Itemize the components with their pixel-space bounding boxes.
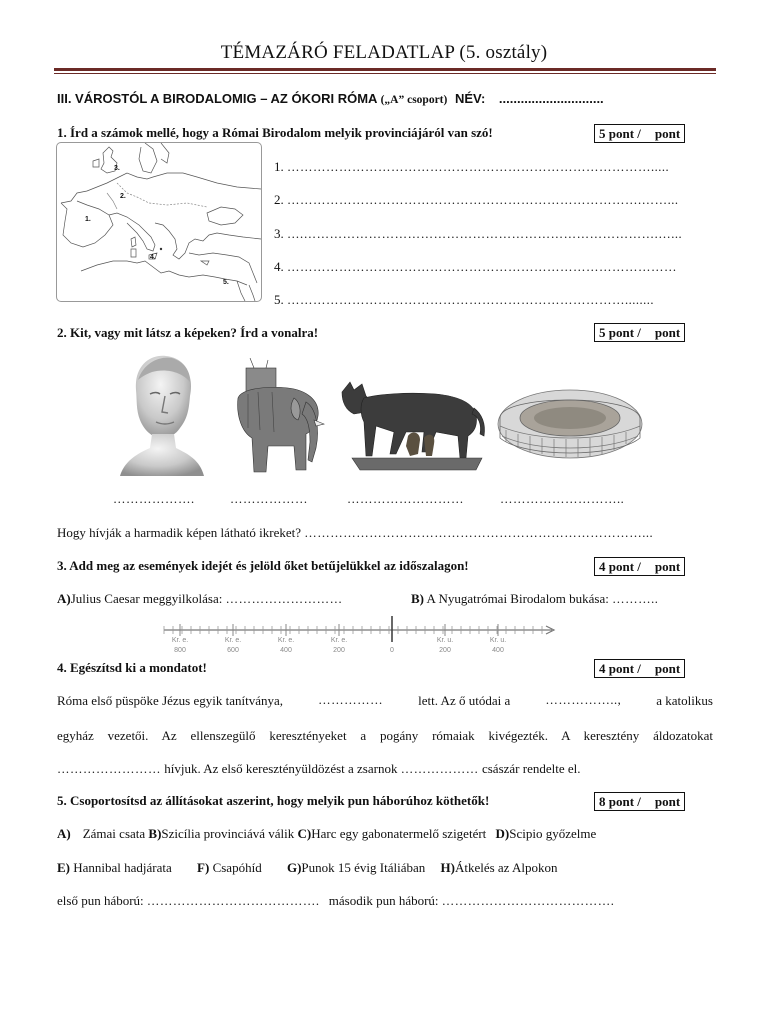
- item-c-letter: C): [297, 826, 312, 841]
- q5-items-row-1: [57, 826, 596, 842]
- q4-pont: pont: [654, 661, 681, 676]
- q1-line-5[interactable]: 5. ……………………………………………………………………........: [274, 292, 654, 307]
- twins-answer[interactable]: ……………………………………………………………………...: [304, 526, 654, 540]
- title-divider-thin: [54, 73, 716, 74]
- q5-question: 5. Csoportosítsd az állításokat aszerint, hogy melyik pun háborúhoz köthetők!: [57, 793, 490, 808]
- timeline-year-label: 200: [333, 647, 345, 654]
- event-a-letter: A): [57, 591, 71, 606]
- q4-points-box: [594, 659, 685, 678]
- timeline-era-label: Kr. e.: [171, 637, 189, 644]
- item-b-letter: B): [148, 826, 162, 841]
- q3-event-b: [411, 591, 658, 607]
- q4-blank-2[interactable]: ……………..,: [545, 693, 622, 707]
- item-a-letter: A): [57, 826, 71, 841]
- war-elephant-image: [228, 358, 326, 482]
- caesar-bust-image: [116, 350, 208, 478]
- timeline-era-label: Kr. e.: [330, 637, 348, 644]
- q1-points: 5 pont /: [599, 126, 641, 141]
- section-header: [57, 91, 604, 106]
- q4-points: 4 pont /: [599, 661, 641, 676]
- item-a-text: Zámai csata: [82, 826, 146, 841]
- name-label: NÉV:: [454, 91, 486, 106]
- q5-points: 8 pont /: [599, 794, 641, 809]
- q2-answer-4[interactable]: ………………………..: [500, 492, 625, 506]
- q4-text-1a: Róma első püspöke Jézus egyik tanítványa,: [57, 693, 284, 708]
- timeline-year-label: 800: [174, 647, 186, 654]
- q3-pont: pont: [654, 559, 681, 574]
- colosseum-image: [496, 378, 644, 462]
- q2-question: 2. Kit, vagy mit látsz a képeken? Írd a vonalra!: [57, 325, 319, 340]
- item-e-text: Hannibal hadjárata: [73, 860, 172, 875]
- q3-points-box: [594, 557, 685, 576]
- timeline-era-label: Kr. e.: [277, 637, 295, 644]
- q5-pont: pont: [654, 794, 681, 809]
- title-divider: [54, 68, 716, 71]
- q1-line-3[interactable]: 3. ….……………………………………………………………………….…...: [274, 226, 683, 241]
- timeline: [160, 614, 560, 656]
- map-label-1: 1.: [85, 216, 91, 223]
- q2-answer-3[interactable]: ………………………: [347, 492, 464, 506]
- q1-question: 1. Írd a számok mellé, hogy a Római Birodalom melyik provinciájáról van szó!: [57, 125, 493, 140]
- q2-points-box: [594, 323, 685, 342]
- page-title: TÉMAZÁRÓ FELADATLAP (5. osztály): [220, 42, 548, 63]
- q5-answers: [57, 893, 614, 909]
- second-punic-war-label: második pun háború:: [328, 893, 439, 908]
- item-g-letter: G): [286, 860, 302, 875]
- q4-text-1e: a katolikus: [656, 693, 713, 708]
- timeline-year-label: 200: [439, 647, 451, 654]
- name-field[interactable]: .............................: [498, 91, 604, 106]
- timeline-era-label: Kr. u.: [489, 637, 507, 644]
- q4-line-1: [57, 693, 713, 709]
- group-label: („A” csoport): [380, 94, 448, 106]
- capitoline-wolf-image: [336, 374, 488, 474]
- event-b-letter: B): [411, 591, 424, 606]
- q1-points-box: [594, 124, 685, 143]
- q5-points-box: [594, 792, 685, 811]
- map-label-5: 5.: [223, 279, 229, 286]
- timeline-year-label: 400: [492, 647, 504, 654]
- map-label-3: 3.: [114, 165, 120, 172]
- q4-text-1c: lett. Az ő utódai a: [418, 693, 511, 708]
- q4-line-2: egyház vezetői. Az ellenszegülő keresztényeket a pogány rómaiak kivégezték. A keresztény áldozatokat: [57, 728, 713, 743]
- q3-event-a: [57, 591, 343, 607]
- q4-text-3d: császár rendelte el.: [481, 761, 581, 776]
- timeline-year-label: 0: [390, 647, 394, 654]
- q3-points: 4 pont /: [599, 559, 641, 574]
- item-d-letter: D): [495, 826, 510, 841]
- timeline-era-label: Kr. u.: [436, 637, 454, 644]
- event-b-text: A Nyugatrómai Birodalom bukása:: [426, 591, 609, 606]
- q4-blank-1[interactable]: ……………: [318, 693, 384, 707]
- item-f-text: Csapóhíd: [212, 860, 262, 875]
- item-f-letter: F): [197, 860, 210, 875]
- q2-answer-2[interactable]: ………………: [230, 492, 308, 506]
- q2-answer-1[interactable]: ……………….: [113, 492, 195, 506]
- q4-text-3b: hívjuk. Az első keresztényüldözést a zsarnok: [164, 761, 398, 776]
- q1-line-1[interactable]: 1. ………………………………………………………………………….....: [274, 159, 670, 174]
- q3-question: 3. Add meg az események idejét és jelöld őket betűjelükkel az időszalagon!: [57, 558, 469, 573]
- item-c-text: Harc egy gabonatermelő szigetért: [311, 826, 487, 841]
- event-a-answer[interactable]: ………………………: [225, 592, 343, 606]
- map-label-4: 4.: [150, 254, 156, 261]
- section-title: III. VÁROSTÓL A BIRODALOMIG – AZ ÓKORI RÓMA: [57, 91, 377, 106]
- q2-pont: pont: [654, 325, 681, 340]
- event-a-text: Julius Caesar meggyilkolása:: [70, 591, 223, 606]
- timeline-year-label: 400: [280, 647, 292, 654]
- twins-question-text: Hogy hívják a harmadik képen látható ikreket?: [57, 525, 302, 540]
- roman-empire-map: [56, 142, 262, 302]
- item-b-text: Szicília provinciává válik: [161, 826, 295, 841]
- timeline-era-label: Kr. e.: [224, 637, 242, 644]
- item-g-text: Punok 15 évig Itáliában: [301, 860, 426, 875]
- item-h-text: Átkelés az Alpokon: [454, 860, 558, 875]
- event-b-answer[interactable]: ………..: [612, 592, 659, 606]
- q4-blank-4[interactable]: ………………: [400, 762, 479, 776]
- first-punic-war-answer[interactable]: ………………………………….: [146, 894, 320, 908]
- q4-line-3: [57, 761, 581, 777]
- first-punic-war-label: első pun háború:: [57, 893, 144, 908]
- q4-blank-3[interactable]: ……………………: [57, 762, 161, 776]
- twins-question: [57, 525, 653, 541]
- q2-points: 5 pont /: [599, 325, 641, 340]
- q1-pont: pont: [654, 126, 681, 141]
- second-punic-war-answer[interactable]: ………………………………….: [441, 894, 615, 908]
- q1-line-4[interactable]: 4. ………………………………………………………………………………: [274, 259, 677, 274]
- timeline-year-label: 600: [227, 647, 239, 654]
- map-label-2: 2.: [120, 193, 126, 200]
- q1-line-2[interactable]: 2. ……………………………………………………………………….……...: [274, 192, 679, 207]
- item-e-letter: E): [57, 860, 70, 875]
- q4-question: 4. Egészítsd ki a mondatot!: [57, 660, 207, 675]
- item-h-letter: H): [440, 860, 455, 875]
- q5-items-row-2: [57, 860, 558, 876]
- item-d-text: Scipio győzelme: [509, 826, 597, 841]
